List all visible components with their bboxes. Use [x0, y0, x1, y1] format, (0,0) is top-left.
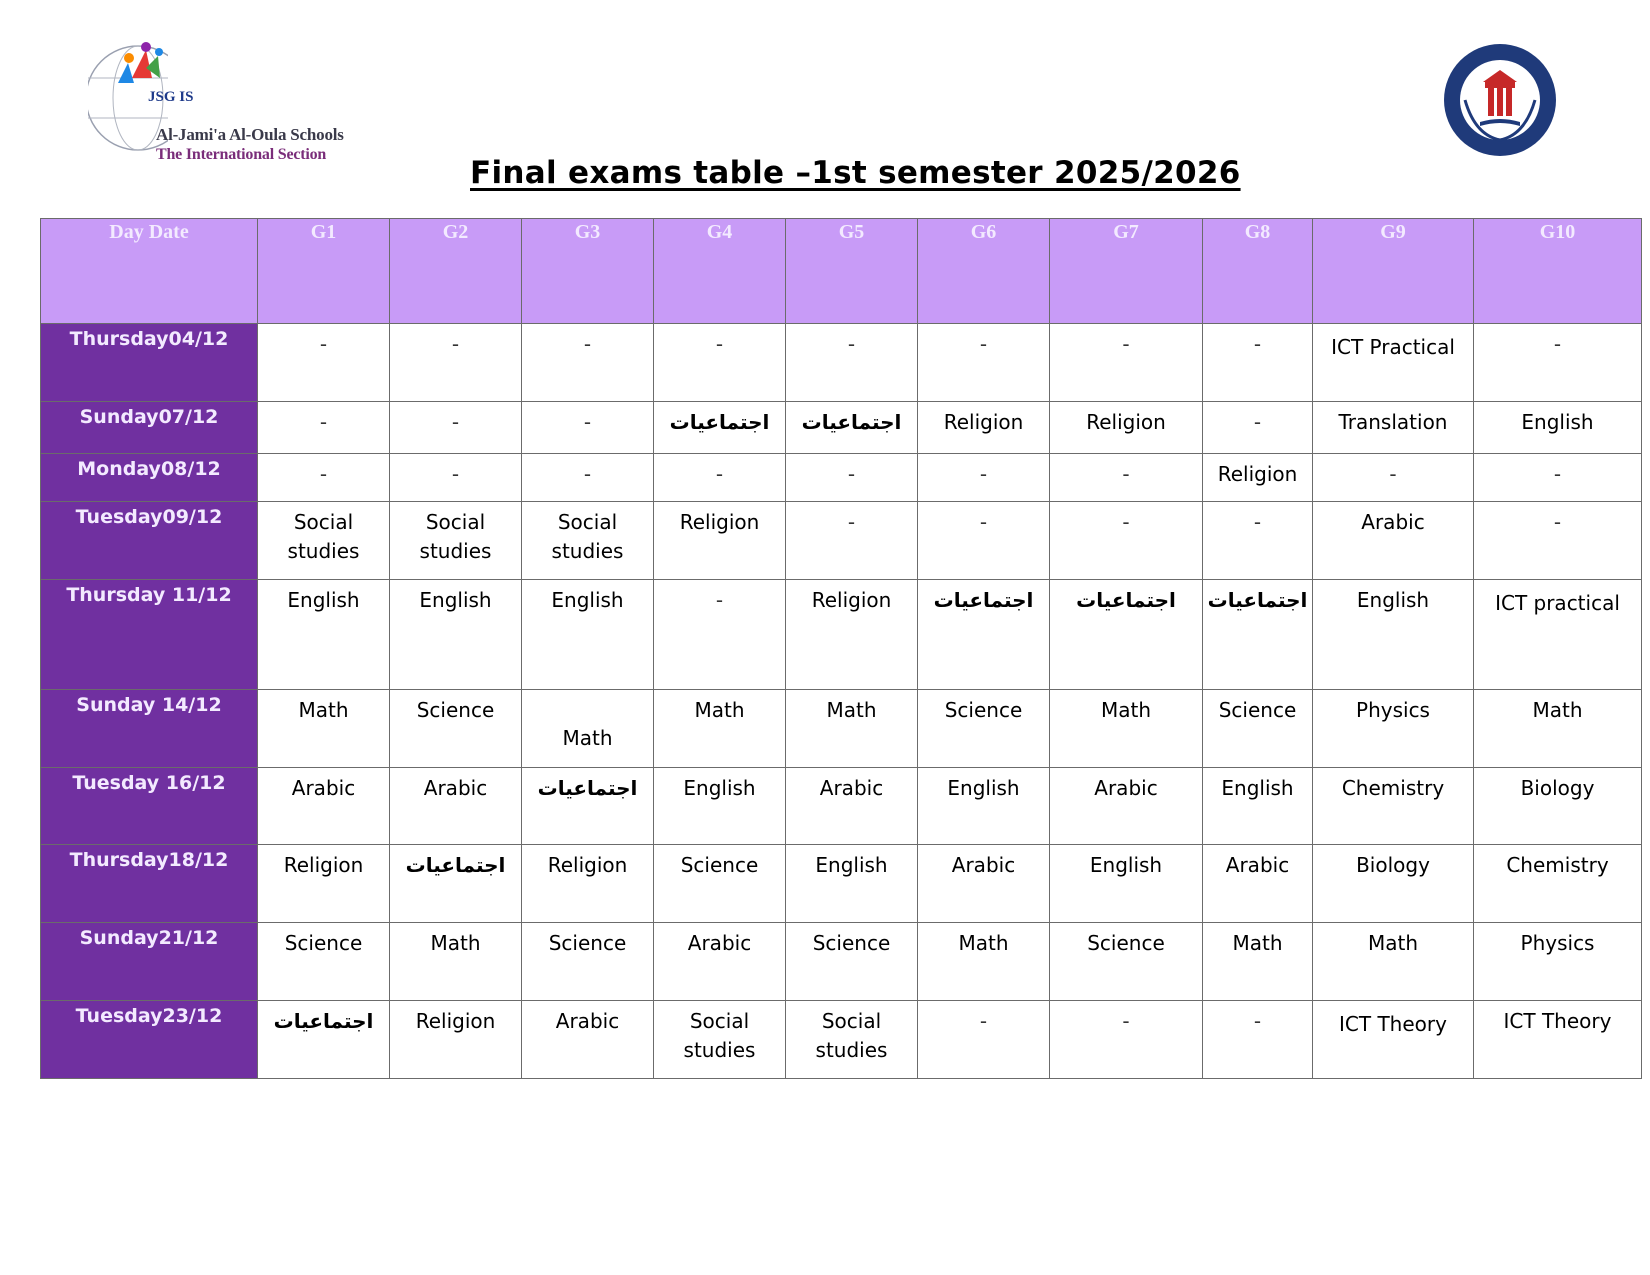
table-row — [41, 690, 1642, 768]
exam-cell: اجتماعيات — [1050, 580, 1203, 690]
table-row — [41, 845, 1642, 923]
exam-cell: English — [390, 580, 522, 690]
exam-cell: Social studies — [522, 502, 654, 580]
exam-cell: - — [654, 324, 786, 402]
exam-cell: Religion — [258, 845, 390, 923]
exam-cell: Social studies — [654, 1001, 786, 1079]
exam-cell: Religion — [1203, 454, 1313, 502]
exam-cell: English — [1313, 580, 1474, 690]
exam-cell: - — [1474, 502, 1642, 580]
exam-cell: Science — [1050, 923, 1203, 1001]
exam-cell: Math — [1203, 923, 1313, 1001]
exam-cell: English — [1203, 768, 1313, 845]
day-date: Thursday 11/12 — [41, 580, 258, 690]
header-g6: G6 — [918, 219, 1050, 324]
exam-cell: Math — [258, 690, 390, 768]
exam-cell: English — [1050, 845, 1203, 923]
table-row — [41, 454, 1642, 502]
exam-cell: - — [522, 402, 654, 454]
exam-cell: - — [258, 454, 390, 502]
exam-cell: اجتماعيات — [390, 845, 522, 923]
exam-cell: Social studies — [786, 1001, 918, 1079]
header-g5: G5 — [786, 219, 918, 324]
exam-cell: Biology — [1474, 768, 1642, 845]
exam-cell: Religion — [522, 845, 654, 923]
exam-cell: Religion — [390, 1001, 522, 1079]
exam-cell: English — [786, 845, 918, 923]
table-row — [41, 580, 1642, 690]
day-date: Monday08/12 — [41, 454, 258, 502]
exam-cell: اجتماعيات — [654, 402, 786, 454]
table-row — [41, 324, 1642, 402]
day-date: Sunday 14/12 — [41, 690, 258, 768]
exam-cell: - — [1203, 1001, 1313, 1079]
header-g7: G7 — [1050, 219, 1203, 324]
exam-cell: Chemistry — [1474, 845, 1642, 923]
exam-cell: Arabic — [918, 845, 1050, 923]
emblem-icon — [1425, 40, 1575, 170]
exam-cell: Arabic — [1050, 768, 1203, 845]
exam-cell: - — [918, 454, 1050, 502]
exam-cell: - — [1474, 454, 1642, 502]
exam-cell: Arabic — [786, 768, 918, 845]
table-row — [41, 768, 1642, 845]
exam-cell: Arabic — [1203, 845, 1313, 923]
exam-cell: - — [918, 324, 1050, 402]
exam-cell: Social studies — [390, 502, 522, 580]
exam-cell: - — [786, 454, 918, 502]
exam-cell: Physics — [1474, 923, 1642, 1001]
exam-cell: - — [390, 454, 522, 502]
exam-cell: Science — [918, 690, 1050, 768]
exam-cell: Religion — [918, 402, 1050, 454]
exam-cell: English — [258, 580, 390, 690]
exam-cell: English — [918, 768, 1050, 845]
exam-cell: Arabic — [654, 923, 786, 1001]
exam-cell: Translation — [1313, 402, 1474, 454]
exam-cell: Religion — [786, 580, 918, 690]
exam-cell: Math — [522, 690, 654, 768]
exam-cell: Arabic — [390, 768, 522, 845]
table-row — [41, 923, 1642, 1001]
exam-cell: - — [918, 1001, 1050, 1079]
exam-cell: Science — [786, 923, 918, 1001]
exam-cell: Math — [390, 923, 522, 1001]
section-name: The International Section — [156, 146, 327, 163]
page-title: Final exams table –1st semester 2025/2026 — [470, 155, 1241, 191]
logo-initials: JSG IS — [148, 89, 194, 105]
day-date: Thursday04/12 — [41, 324, 258, 402]
exam-cell: اجتماعيات — [786, 402, 918, 454]
header-g3: G3 — [522, 219, 654, 324]
exam-cell: - — [258, 324, 390, 402]
exam-cell: Religion — [1050, 402, 1203, 454]
exam-cell: Religion — [654, 502, 786, 580]
exam-cell: Chemistry — [1313, 768, 1474, 845]
exam-cell: Science — [390, 690, 522, 768]
day-date: Tuesday 16/12 — [41, 768, 258, 845]
exam-cell: - — [390, 324, 522, 402]
exam-cell: Arabic — [258, 768, 390, 845]
school-name: Al-Jami'a Al-Oula Schools — [156, 125, 344, 144]
group-logo — [1425, 40, 1575, 170]
exam-cell: - — [390, 402, 522, 454]
exam-cell: Science — [654, 845, 786, 923]
table-row — [41, 402, 1642, 454]
exam-cell: Arabic — [522, 1001, 654, 1079]
exam-cell: English — [654, 768, 786, 845]
exam-cell: English — [522, 580, 654, 690]
school-logo — [88, 38, 358, 168]
exam-cell: - — [1313, 454, 1474, 502]
header-g9: G9 — [1313, 219, 1474, 324]
exam-cell: Math — [918, 923, 1050, 1001]
header-day-date: Day Date — [41, 219, 258, 324]
exam-cell: - — [918, 502, 1050, 580]
exam-cell: ICT Practical — [1313, 324, 1474, 402]
exam-cell: ICT Theory — [1474, 1001, 1642, 1079]
exam-cell: - — [1203, 402, 1313, 454]
header-g1: G1 — [258, 219, 390, 324]
exam-cell: - — [654, 454, 786, 502]
exam-cell: Science — [258, 923, 390, 1001]
exam-cell: - — [1203, 324, 1313, 402]
exam-cell: Science — [1203, 690, 1313, 768]
day-date: Sunday21/12 — [41, 923, 258, 1001]
exam-cell: Math — [1474, 690, 1642, 768]
exam-cell: - — [1203, 502, 1313, 580]
table-row — [41, 1001, 1642, 1079]
day-date: Tuesday23/12 — [41, 1001, 258, 1079]
exam-cell: - — [786, 502, 918, 580]
exam-cell: - — [1050, 502, 1203, 580]
exam-cell: Math — [1313, 923, 1474, 1001]
header-g4: G4 — [654, 219, 786, 324]
exam-cell: اجتماعيات — [522, 768, 654, 845]
exam-cell: English — [1474, 402, 1642, 454]
exam-cell: - — [654, 580, 786, 690]
day-date: Sunday07/12 — [41, 402, 258, 454]
exam-cell: - — [1050, 324, 1203, 402]
exam-cell: Physics — [1313, 690, 1474, 768]
header-g8: G8 — [1203, 219, 1313, 324]
exam-cell: Biology — [1313, 845, 1474, 923]
header-row — [41, 219, 1642, 324]
exam-cell: - — [1050, 454, 1203, 502]
exam-cell: - — [786, 324, 918, 402]
day-date: Thursday18/12 — [41, 845, 258, 923]
exam-cell: - — [522, 454, 654, 502]
exam-cell: - — [1050, 1001, 1203, 1079]
exam-cell: - — [258, 402, 390, 454]
header-g2: G2 — [390, 219, 522, 324]
exam-table — [40, 218, 1642, 1079]
day-date: Tuesday09/12 — [41, 502, 258, 580]
exam-cell: - — [1474, 324, 1642, 402]
header-g10: G10 — [1474, 219, 1642, 324]
exam-cell: Science — [522, 923, 654, 1001]
exam-cell: - — [522, 324, 654, 402]
table-row — [41, 502, 1642, 580]
exam-cell: اجتماعيات — [1203, 580, 1313, 690]
exam-cell: اجتماعيات — [258, 1001, 390, 1079]
exam-cell: Arabic — [1313, 502, 1474, 580]
exam-cell: Math — [654, 690, 786, 768]
exam-cell: اجتماعيات — [918, 580, 1050, 690]
exam-cell: Math — [1050, 690, 1203, 768]
exam-cell: Math — [786, 690, 918, 768]
exam-cell: ICT Theory — [1313, 1001, 1474, 1079]
exam-cell: Social studies — [258, 502, 390, 580]
exam-cell: ICT practical — [1474, 580, 1642, 690]
